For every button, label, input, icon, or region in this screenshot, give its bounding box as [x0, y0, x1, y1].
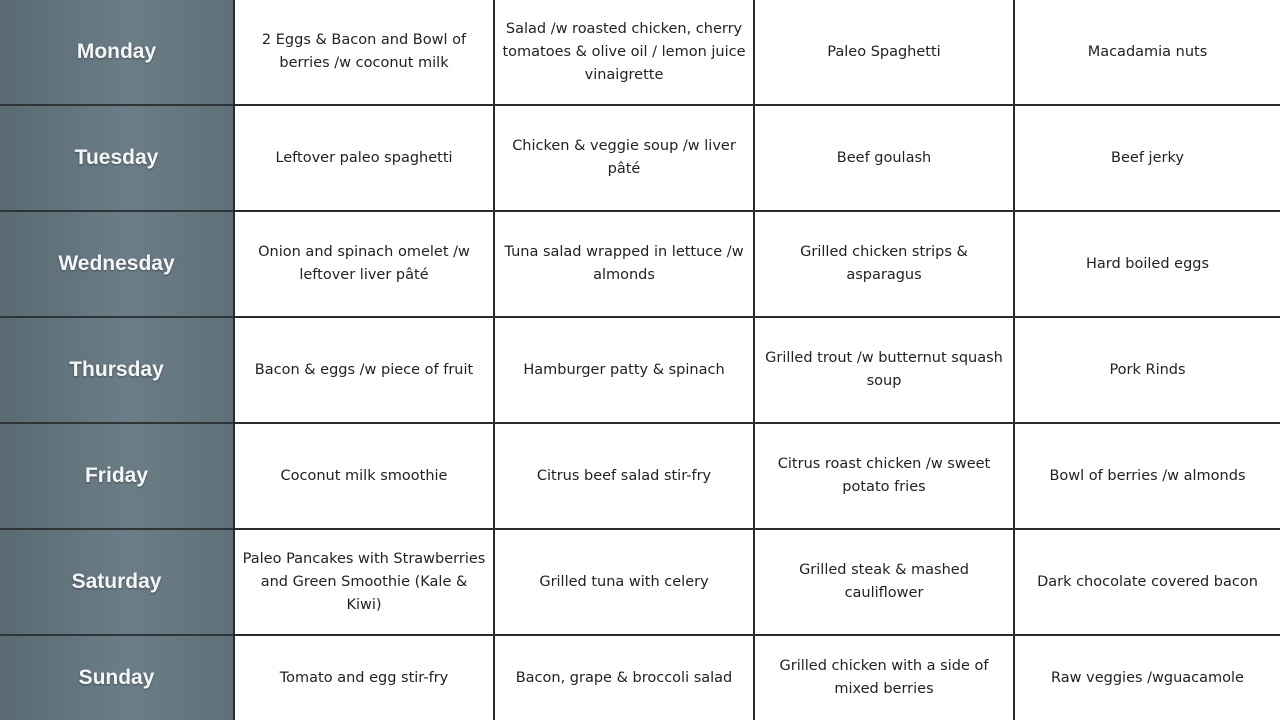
meal-cell-friday-4: Bowl of berries /w almonds — [1013, 424, 1280, 530]
meal-cell-thursday-3: Grilled trout /w butternut squash soup — [753, 318, 1013, 424]
day-label-sunday: Sunday — [0, 636, 233, 720]
meal-cell-saturday-1: Paleo Pancakes with Strawberries and Green Smoothie (Kale & Kiwi) — [233, 530, 493, 636]
meal-cell-monday-1: 2 Eggs & Bacon and Bowl of berries /w coconut milk — [233, 0, 493, 106]
meal-cell-saturday-3: Grilled steak & mashed cauliflower — [753, 530, 1013, 636]
meal-cell-thursday-2: Hamburger patty & spinach — [493, 318, 753, 424]
meal-cell-friday-1: Coconut milk smoothie — [233, 424, 493, 530]
meal-cell-monday-3: Paleo Spaghetti — [753, 0, 1013, 106]
meal-cell-thursday-4: Pork Rinds — [1013, 318, 1280, 424]
day-label-tuesday: Tuesday — [0, 106, 233, 212]
meal-cell-tuesday-3: Beef goulash — [753, 106, 1013, 212]
meal-cell-monday-4: Macadamia nuts — [1013, 0, 1280, 106]
day-label-friday: Friday — [0, 424, 233, 530]
meal-cell-wednesday-1: Onion and spinach omelet /w leftover liver pâté — [233, 212, 493, 318]
meal-cell-tuesday-1: Leftover paleo spaghetti — [233, 106, 493, 212]
day-label-wednesday: Wednesday — [0, 212, 233, 318]
meal-cell-sunday-1: Tomato and egg stir-fry — [233, 636, 493, 720]
meal-cell-tuesday-2: Chicken & veggie soup /w liver pâté — [493, 106, 753, 212]
meal-cell-wednesday-4: Hard boiled eggs — [1013, 212, 1280, 318]
meal-cell-sunday-3: Grilled chicken with a side of mixed berries — [753, 636, 1013, 720]
meal-cell-friday-3: Citrus roast chicken /w sweet potato fries — [753, 424, 1013, 530]
meal-cell-sunday-2: Bacon, grape & broccoli salad — [493, 636, 753, 720]
meal-cell-wednesday-3: Grilled chicken strips & asparagus — [753, 212, 1013, 318]
meal-cell-saturday-4: Dark chocolate covered bacon — [1013, 530, 1280, 636]
day-label-monday: Monday — [0, 0, 233, 106]
day-label-thursday: Thursday — [0, 318, 233, 424]
meal-cell-tuesday-4: Beef jerky — [1013, 106, 1280, 212]
meal-cell-sunday-4: Raw veggies /wguacamole — [1013, 636, 1280, 720]
meal-cell-wednesday-2: Tuna salad wrapped in lettuce /w almonds — [493, 212, 753, 318]
meal-cell-friday-2: Citrus beef salad stir-fry — [493, 424, 753, 530]
meal-cell-thursday-1: Bacon & eggs /w piece of fruit — [233, 318, 493, 424]
meal-cell-saturday-2: Grilled tuna with celery — [493, 530, 753, 636]
meal-cell-monday-2: Salad /w roasted chicken, cherry tomatoes & olive oil / lemon juice vinaigrette — [493, 0, 753, 106]
day-label-saturday: Saturday — [0, 530, 233, 636]
